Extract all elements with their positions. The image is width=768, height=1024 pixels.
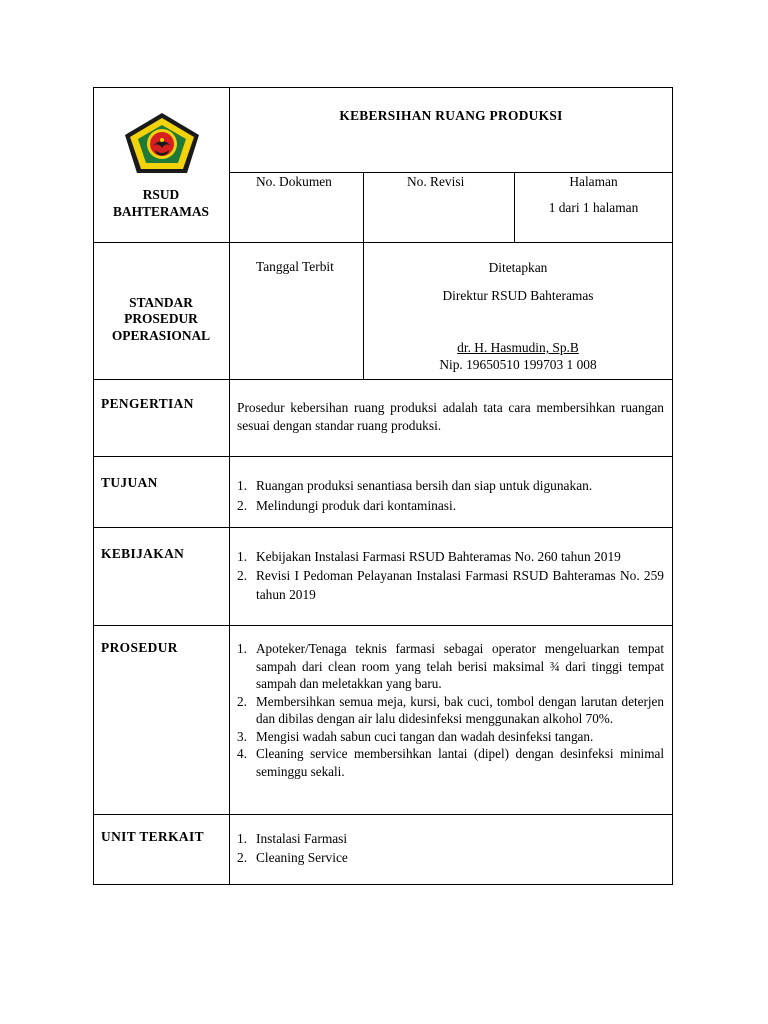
row-divider-sop xyxy=(93,379,673,380)
list-item: 3. Mengisi wadah sabun cuci tangan dan wadah desinfeksi tangan. xyxy=(237,728,594,744)
approver-nip: Nip. 19650510 199703 1 008 xyxy=(439,357,597,372)
list-item: 1. Kebijakan Instalasi Farmasi RSUD Bahteramas No. 260 tahun 2019 xyxy=(237,549,621,564)
page-label: Halaman xyxy=(569,174,618,189)
row-divider-kebijakan xyxy=(93,625,673,626)
kebijakan-list xyxy=(237,547,664,604)
list-item: 2. Membersihkan semua meja, kursi, bak cuci, tombol dengan larutan deterjen dan dibilas dengan air lalu didesinfeksi menggunakan alkohol 70%. xyxy=(237,693,664,726)
kebijakan-label: KEBIJAKAN xyxy=(101,546,185,561)
page-value: 1 dari 1 halaman xyxy=(548,200,639,215)
approved-label: Ditetapkan xyxy=(488,260,548,275)
tujuan-list xyxy=(237,476,664,516)
prosedur-list xyxy=(237,640,664,780)
hospital-logo-icon xyxy=(122,110,202,176)
sop-line1: STANDAR xyxy=(129,295,193,310)
sop-line3: OPERASIONAL xyxy=(111,328,211,343)
document-title: KEBERSIHAN RUANG PRODUKSI xyxy=(339,108,563,123)
list-item: 2. Revisi I Pedoman Pelayanan Instalasi Farmasi RSUD Bahteramas No. 259 tahun 2019 xyxy=(237,568,664,602)
list-item: 4. Cleaning service membersihkan lantai (dipel) dengan desinfeksi minimal seminggu sekali. xyxy=(237,746,664,779)
list-item: 2. Cleaning Service xyxy=(237,850,348,865)
approver-name: dr. H. Hasmudin, Sp.B xyxy=(457,340,579,355)
row-divider-pengertian xyxy=(93,456,673,457)
sop-line2: PROSEDUR xyxy=(124,311,198,326)
unit-terkait-list xyxy=(237,829,664,867)
unit-terkait-label: UNIT TERKAIT xyxy=(101,829,204,844)
hospital-name-line2: BAHTERAMAS xyxy=(113,204,209,219)
pengertian-label: PENGERTIAN xyxy=(101,396,194,411)
approver-title: Direktur RSUD Bahteramas xyxy=(442,288,594,303)
pengertian-text: Prosedur kebersihan ruang produksi adalah tata cara membersihkan ruangan sesuai dengan standar ruang produksi. xyxy=(237,400,664,433)
list-item: 2. Melindungi produk dari kontaminasi. xyxy=(237,498,457,513)
row-divider-tujuan xyxy=(93,527,673,528)
list-item: 1. Instalasi Farmasi xyxy=(237,831,348,846)
revision-label: No. Revisi xyxy=(407,174,465,189)
issue-date-label: Tanggal Terbit xyxy=(256,259,334,274)
doc-number-label: No. Dokumen xyxy=(256,174,332,189)
hospital-name-line1: RSUD xyxy=(142,187,180,202)
row-divider-header xyxy=(93,242,673,243)
column-divider xyxy=(229,87,230,885)
prosedur-label: PROSEDUR xyxy=(101,640,178,655)
list-item: 1. Ruangan produksi senantiasa bersih dan siap untuk digunakan. xyxy=(237,478,593,493)
list-item: 1. Apoteker/Tenaga teknis farmasi sebagai operator mengeluarkan tempat sampah dari clean room yang telah berisi maksimal ¾ dari tinggi tempat sampah dan meletakkan yang baru. xyxy=(237,641,664,691)
row-divider-prosedur xyxy=(93,814,673,815)
tujuan-label: TUJUAN xyxy=(101,475,158,490)
